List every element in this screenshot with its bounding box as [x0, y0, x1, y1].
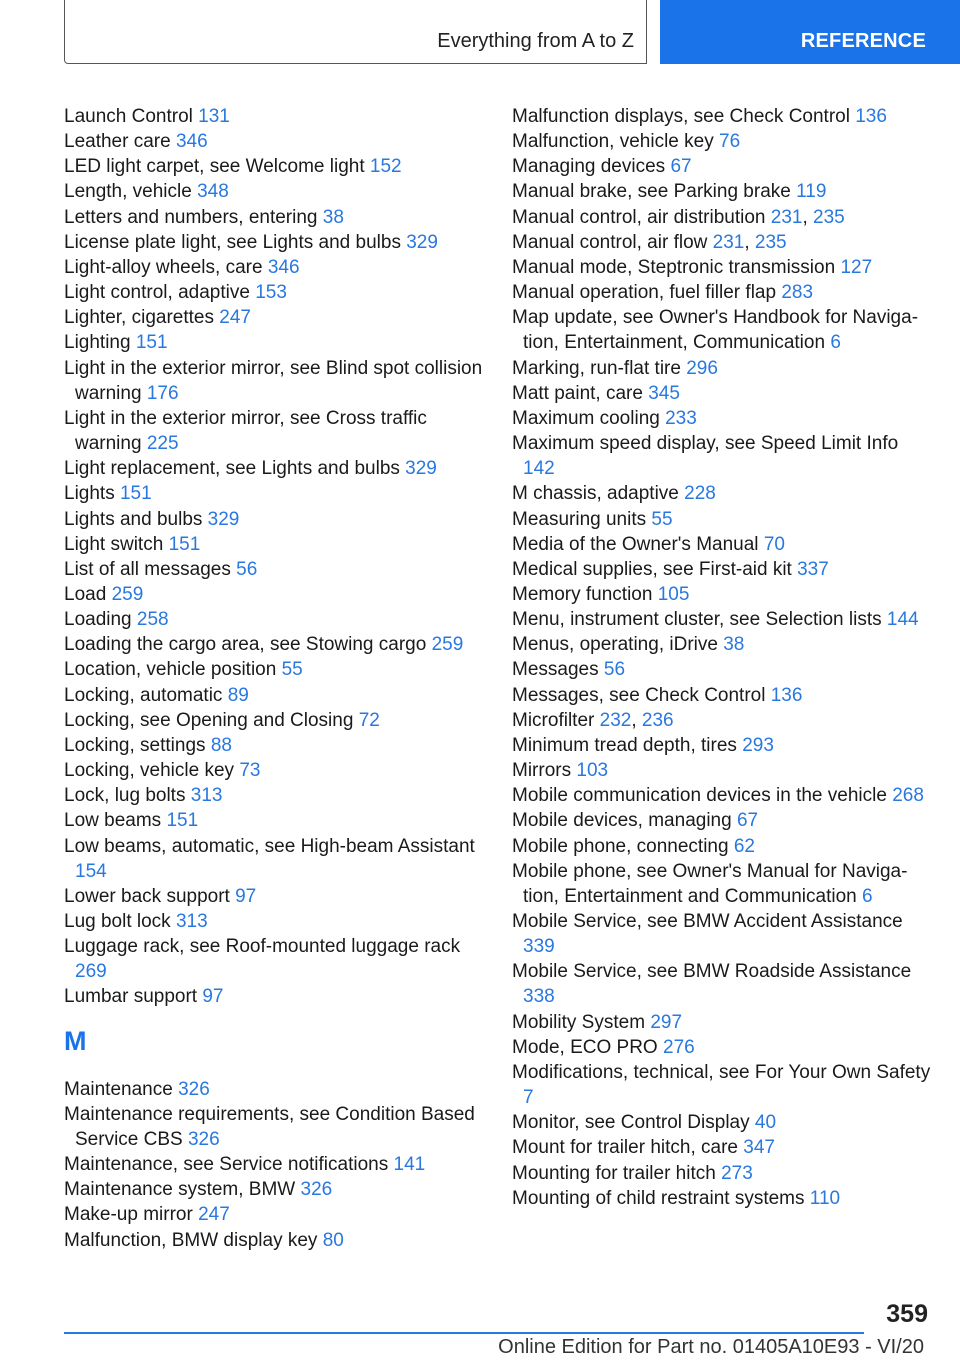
index-entry: [512, 431, 932, 481]
index-entry-term: Maximum cooling: [512, 407, 660, 429]
index-column-right: [512, 104, 932, 1211]
page-reference-link[interactable]: 110: [809, 1187, 841, 1209]
index-entry-term: Mode, ECO PRO: [512, 1036, 658, 1058]
index-entry: [64, 834, 489, 884]
page-reference-link[interactable]: 283: [781, 282, 814, 304]
index-entry-term: Leather care: [64, 131, 171, 153]
index-entry: [64, 1177, 489, 1202]
page-reference-link[interactable]: 346: [175, 131, 208, 153]
page-reference-link[interactable]: 6: [862, 885, 873, 907]
index-entry-term: LED light carpet, see Welcome light: [64, 156, 365, 178]
page-reference-link[interactable]: 67: [670, 156, 692, 178]
index-entry: [64, 532, 489, 557]
index-entry-term: Maintenance system, BMW: [64, 1179, 296, 1201]
page-reference-link[interactable]: 55: [651, 508, 673, 530]
page-reference-link[interactable]: 144: [886, 609, 919, 631]
index-entry-term: Mobile phone, connecting: [512, 835, 729, 857]
page-reference-link[interactable]: 329: [405, 458, 437, 480]
page-reference-link[interactable]: 88: [210, 734, 232, 756]
index-entry-term: Matt paint, care: [512, 382, 643, 404]
index-entry-term: Location, vehicle position: [64, 659, 277, 681]
index-entry: [64, 783, 489, 808]
index-entry: [512, 834, 932, 859]
index-entry: [64, 582, 489, 607]
page-reference-link[interactable]: 89: [227, 684, 249, 706]
page-reference-link[interactable]: 348: [197, 181, 229, 203]
index-entry: [512, 758, 932, 783]
index-entry: [512, 205, 932, 230]
index-entry: [64, 708, 489, 733]
page-reference-link[interactable]: 269: [75, 961, 107, 983]
page-reference-link[interactable]: 38: [723, 634, 745, 656]
index-entry-term: Media of the Owner's Manual: [512, 533, 759, 555]
page-reference-link[interactable]: 103: [576, 760, 609, 782]
index-entry-term: Manual control, air distribution: [512, 206, 766, 228]
page-reference-link[interactable]: 347: [743, 1137, 775, 1159]
page-reference-link[interactable]: 259: [111, 583, 144, 605]
page-reference-link[interactable]: 76: [719, 131, 741, 153]
index-column-left: [64, 104, 489, 1253]
index-entry: [512, 381, 932, 406]
index-entry-term: Minimum tread depth, tires: [512, 734, 737, 756]
index-entry-term: Lighter, cigarettes: [64, 307, 214, 329]
index-entry: [512, 733, 932, 758]
page-separator: ,: [631, 709, 642, 731]
page-reference-link[interactable]: 72: [358, 709, 380, 731]
index-entry-term: Low beams, automatic, see High-beam Assistant: [64, 835, 475, 857]
index-entry-term: Load: [64, 583, 107, 605]
index-entry: [512, 230, 932, 255]
index-entry-term: Mounting of child restraint systems: [512, 1187, 805, 1209]
index-entry-term: Lower back support: [64, 885, 230, 907]
index-entry-term: License plate light, see Lights and bulbs: [64, 231, 401, 253]
page-reference-link[interactable]: 176: [146, 382, 179, 404]
page-reference-link[interactable]: 235: [754, 231, 787, 253]
index-entry: [512, 1010, 932, 1035]
index-entry: [512, 783, 932, 808]
index-entry: [64, 884, 489, 909]
page-reference-link[interactable]: 326: [300, 1179, 333, 1201]
index-entry-term: Lock, lug bolts: [64, 785, 186, 807]
index-entry: [512, 557, 932, 582]
page-reference-link[interactable]: 297: [650, 1011, 683, 1033]
index-entry: [64, 255, 489, 280]
index-entry-term: Malfunction, BMW display key: [64, 1229, 318, 1251]
index-entry-term: Light-alloy wheels, care: [64, 256, 263, 278]
index-entry: [64, 507, 489, 532]
index-entry-term: Monitor, see Control Display: [512, 1112, 750, 1134]
page-reference-link[interactable]: 154: [75, 860, 107, 882]
index-entry: [512, 507, 932, 532]
index-entry: [512, 683, 932, 708]
page-reference-link[interactable]: 339: [523, 936, 555, 958]
index-entry: [512, 154, 932, 179]
section-title: Everything from A to Z: [437, 30, 634, 52]
index-entry: [64, 758, 489, 783]
index-entry: [512, 1035, 932, 1060]
index-entry: [512, 632, 932, 657]
page-reference-link[interactable]: 235: [813, 206, 845, 228]
page-separator: ,: [802, 206, 814, 228]
index-entry: [512, 1161, 932, 1186]
page-reference-link[interactable]: 233: [665, 407, 697, 429]
index-entry: [64, 607, 489, 632]
page-reference-link[interactable]: 127: [840, 256, 873, 278]
page-reference-link[interactable]: 62: [733, 835, 755, 857]
index-entry: [64, 733, 489, 758]
index-entry-term: Lighting: [64, 332, 131, 354]
page-reference-link[interactable]: 228: [684, 483, 716, 505]
index-entry: [512, 356, 932, 381]
index-entry: [64, 406, 489, 456]
index-entry-term: Messages, see Check Control: [512, 684, 766, 706]
index-entry: [512, 179, 932, 204]
index-entry-term: Menu, instrument cluster, see Selection lists: [512, 609, 882, 631]
index-entry: [512, 255, 932, 280]
index-entry-term: Mounting for trailer hitch: [512, 1162, 716, 1184]
index-entry-term: List of all messages: [64, 558, 231, 580]
index-entry-term: Light in the exterior mirror, see Blind spot collision warning: [64, 357, 483, 404]
index-entry: [64, 154, 489, 179]
index-entry-term: Manual control, air flow: [512, 231, 708, 253]
page-reference-link[interactable]: 232: [599, 709, 632, 731]
page-reference-link[interactable]: 73: [239, 760, 261, 782]
page-reference-link[interactable]: 326: [178, 1078, 210, 1100]
index-entry-term: Measuring units: [512, 508, 647, 530]
page-reference-link[interactable]: 236: [641, 709, 674, 731]
index-entry-term: Mobile phone, see Owner's Manual for Navigation, Entertainment and Communication: [512, 860, 908, 907]
index-entry-term: Lights and bulbs: [64, 508, 203, 530]
page-reference-link[interactable]: 38: [322, 206, 344, 228]
index-entry: [64, 481, 489, 506]
index-entry-term: Loading: [64, 609, 132, 631]
page-reference-link[interactable]: 105: [657, 583, 690, 605]
page-reference-link[interactable]: 268: [892, 785, 924, 807]
index-entry-term: Mobile Service, see BMW Roadside Assistance: [512, 961, 912, 983]
index-entry-term: Mobile communication devices in the vehicle: [512, 785, 887, 807]
page-reference-link[interactable]: 296: [686, 357, 718, 379]
index-entry: [64, 1202, 489, 1227]
index-entry-term: Locking, vehicle key: [64, 760, 235, 782]
reference-tab-label: REFERENCE: [800, 30, 926, 52]
index-entry: [64, 1228, 489, 1253]
page-reference-link[interactable]: 136: [770, 684, 803, 706]
index-entry-term: Mirrors: [512, 760, 572, 782]
page-reference-link[interactable]: 313: [190, 785, 223, 807]
index-entry-term: Malfunction displays, see Check Control: [512, 106, 850, 127]
page-reference-link[interactable]: 151: [166, 810, 199, 832]
index-entry-term: Memory function: [512, 583, 653, 605]
index-entry: [512, 909, 932, 959]
index-entry: [512, 129, 932, 154]
index-entry-term: Maximum speed display, see Speed Limit Info: [512, 433, 899, 455]
page-reference-link[interactable]: 70: [763, 533, 785, 555]
index-entry: [512, 959, 932, 1009]
index-entry-term: Locking, settings: [64, 734, 206, 756]
index-entry-term: Light control, adaptive: [64, 282, 250, 304]
index-entry: [64, 330, 489, 355]
index-entry-term: Letters and numbers, entering: [64, 206, 318, 228]
index-entry: [512, 406, 932, 431]
index-entry-term: Locking, automatic: [64, 684, 223, 706]
index-entry: [64, 934, 489, 984]
page-reference-link[interactable]: 337: [797, 558, 829, 580]
index-entry-term: Length, vehicle: [64, 181, 192, 203]
index-entry-term: Lights: [64, 483, 115, 505]
index-entry-term: Map update, see Owner's Handbook for Navigation, Entertainment, Communication: [512, 307, 919, 354]
index-entry: [64, 205, 489, 230]
page-number: 359: [886, 1300, 928, 1328]
index-entry-term: Marking, run-flat tire: [512, 357, 681, 379]
page-reference-link[interactable]: 152: [369, 156, 402, 178]
page-reference-link[interactable]: 136: [855, 106, 887, 127]
index-entry: [64, 632, 489, 657]
index-entry: [512, 532, 932, 557]
index-entry-term: Modifications, technical, see For Your Own Safety: [512, 1061, 931, 1083]
index-entry-term: Medical supplies, see First-aid kit: [512, 558, 792, 580]
reference-tab[interactable]: [660, 0, 960, 64]
page-reference-link[interactable]: 293: [742, 734, 774, 756]
index-entry: [64, 1152, 489, 1177]
index-entry-term: Maintenance: [64, 1078, 173, 1100]
page-reference-link[interactable]: 276: [663, 1036, 695, 1058]
page-reference-link[interactable]: 231: [712, 231, 745, 253]
index-entry: [64, 657, 489, 682]
page-reference-link[interactable]: 231: [770, 206, 803, 228]
index-entry-term: Low beams: [64, 810, 162, 832]
index-entry-term: Make-up mirror: [64, 1204, 193, 1226]
page-reference-link[interactable]: 151: [135, 332, 168, 354]
page-reference-link[interactable]: 326: [187, 1128, 220, 1150]
index-entry-term: Manual operation, fuel filler flap: [512, 282, 777, 304]
index-entry-term: Lumbar support: [64, 986, 198, 1008]
page-reference-link[interactable]: 97: [235, 885, 257, 907]
index-entry-term: M chassis, adaptive: [512, 483, 679, 505]
footer-divider: [64, 1332, 864, 1334]
page-reference-link[interactable]: 153: [255, 282, 287, 304]
index-entry-term: Locking, see Opening and Closing: [64, 709, 354, 731]
index-entry: [64, 129, 489, 154]
index-entry-term: Mobility System: [512, 1011, 646, 1033]
index-entry-term: Mount for trailer hitch, care: [512, 1137, 738, 1159]
index-entry-term: Messages: [512, 659, 599, 681]
index-entry-term: Lug bolt lock: [64, 911, 171, 932]
page-reference-link[interactable]: 141: [393, 1154, 426, 1176]
page-reference-link[interactable]: 273: [721, 1162, 753, 1184]
index-entry-term: Loading the cargo area, see Stowing cargo: [64, 634, 427, 656]
index-entry: [512, 859, 932, 909]
index-entry: [64, 984, 489, 1009]
page-reference-link[interactable]: 40: [754, 1112, 777, 1134]
page-reference-link[interactable]: 225: [146, 433, 179, 455]
index-entry: [512, 1110, 932, 1135]
index-entry: [64, 104, 489, 129]
page-reference-link[interactable]: 142: [523, 458, 555, 480]
page-reference-link[interactable]: 247: [219, 307, 251, 329]
index-entry-term: Mobile devices, managing: [512, 810, 732, 832]
page-reference-link[interactable]: 6: [830, 332, 841, 354]
index-entry: [64, 909, 489, 934]
index-entry: [64, 808, 489, 833]
page-reference-link[interactable]: 313: [175, 911, 208, 932]
page-reference-link[interactable]: 329: [207, 508, 240, 530]
index-entry: [512, 808, 932, 833]
index-entry: [64, 456, 489, 481]
index-entry: [512, 104, 932, 129]
index-entry: [64, 683, 489, 708]
index-entry: [512, 708, 932, 733]
index-entry-term: Light in the exterior mirror, see Cross traffic warning: [64, 407, 427, 455]
index-entry: [512, 1186, 932, 1211]
index-entry: [64, 356, 489, 406]
page-reference-link[interactable]: 259: [431, 634, 464, 656]
index-entry: [512, 582, 932, 607]
index-entry: [64, 280, 489, 305]
header-frame: [64, 0, 647, 64]
page-reference-link[interactable]: 119: [796, 181, 827, 203]
index-entry: [512, 305, 932, 355]
index-entry-term: Microfilter: [512, 709, 595, 731]
page-reference-link[interactable]: 80: [322, 1229, 344, 1251]
index-entry-term: Managing devices: [512, 156, 666, 178]
edition-footer: Online Edition for Part no. 01405A10E93 - VI/20: [498, 1336, 924, 1358]
index-entry-term: Manual brake, see Parking brake: [512, 181, 791, 203]
index-letter-heading: M: [64, 1025, 87, 1056]
page-reference-link[interactable]: 258: [136, 609, 169, 631]
index-entry: [512, 1135, 932, 1160]
page-reference-link[interactable]: 346: [267, 256, 300, 278]
index-entry: [512, 657, 932, 682]
page-reference-link[interactable]: 329: [406, 231, 438, 253]
index-entry: [512, 280, 932, 305]
index-entry: [64, 179, 489, 204]
index-entry: [512, 1060, 932, 1110]
index-entry-term: Luggage rack, see Roof-mounted luggage rack: [64, 936, 461, 958]
page-reference-link[interactable]: 56: [236, 558, 258, 580]
page-reference-link[interactable]: 56: [603, 659, 626, 681]
page-separator: ,: [744, 231, 755, 253]
index-entry-term: Maintenance, see Service notifications: [64, 1154, 389, 1176]
page-reference-link[interactable]: 97: [202, 986, 224, 1008]
index-entry: [64, 1102, 489, 1152]
page-reference-link[interactable]: 55: [281, 659, 303, 681]
index-entry: [512, 481, 932, 506]
index-entry: [512, 607, 932, 632]
index-entry: [64, 1077, 489, 1102]
index-entry-term: Light switch: [64, 533, 164, 555]
page-reference-link[interactable]: 345: [648, 382, 680, 404]
index-entry: [64, 305, 489, 330]
page-reference-link[interactable]: 151: [119, 483, 152, 505]
index-entry: [64, 230, 489, 255]
index-entry-term: Menus, operating, iDrive: [512, 634, 718, 656]
index-entry: [64, 557, 489, 582]
index-entry-term: Launch Control: [64, 106, 193, 127]
page-reference-link[interactable]: 247: [198, 1204, 230, 1226]
page-reference-link[interactable]: 7: [523, 1087, 534, 1109]
page-reference-link[interactable]: 338: [523, 986, 555, 1008]
page-reference-link[interactable]: 67: [736, 810, 759, 832]
index-entry-term: Mobile Service, see BMW Accident Assistance: [512, 911, 903, 932]
index-entry-term: Malfunction, vehicle key: [512, 131, 714, 153]
index-entry-term: Maintenance requirements, see Condition Based Service CBS: [64, 1103, 475, 1150]
page-reference-link[interactable]: 131: [198, 106, 230, 127]
page-reference-link[interactable]: 151: [168, 533, 201, 555]
index-entry-term: Light replacement, see Lights and bulbs: [64, 458, 400, 480]
index-entry-term: Manual mode, Steptronic transmission: [512, 256, 836, 278]
